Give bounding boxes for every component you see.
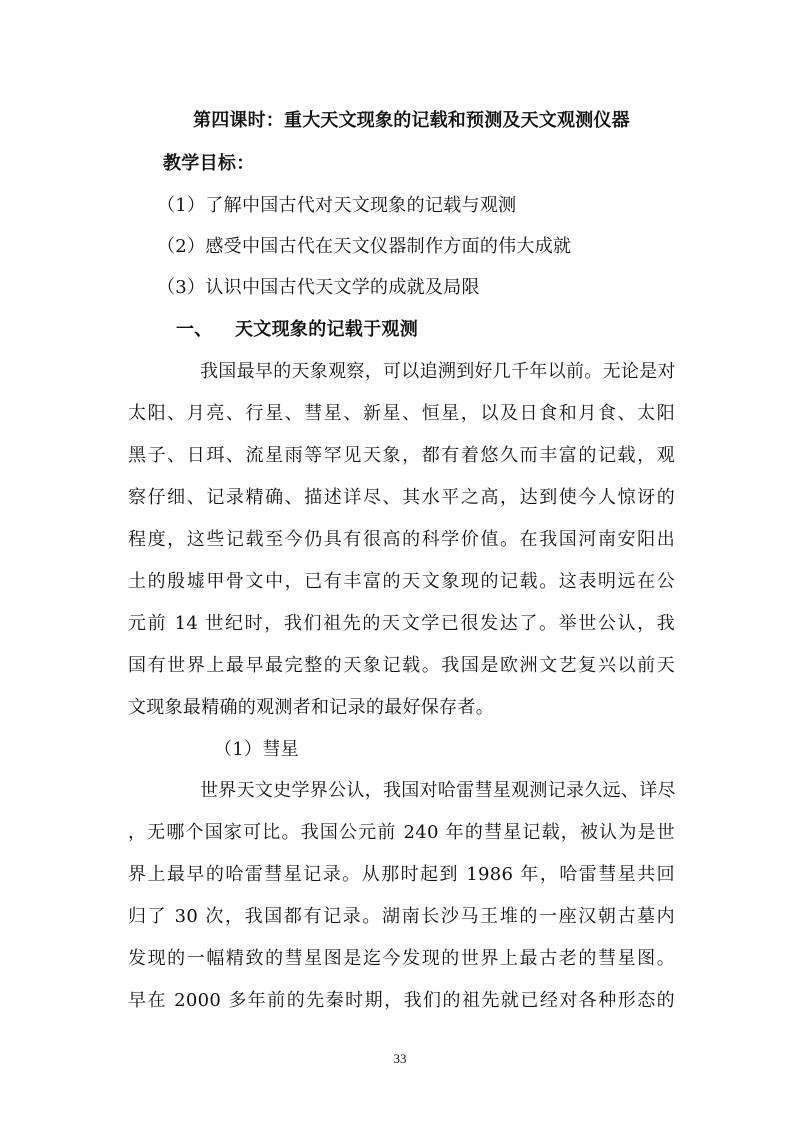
section-number: 一、 [176, 319, 213, 340]
paragraph-line: 文现象最精确的观测者和记录的最好保存者。 [128, 697, 494, 718]
paragraph-line: 黑子、日珥、流星雨等罕见天象，都有着悠久而丰富的记载，观 [128, 445, 675, 466]
objective-item: （3）认识中国古代天文学的成就及局限 [157, 277, 480, 298]
paragraph-line: 界上最早的哈雷彗星记录。从那时起到 1986 年，哈雷彗星共回 [128, 864, 675, 885]
objectives-heading: 教学目标： [163, 153, 255, 174]
paragraph-line: 世界天文史学界公认，我国对哈雷彗星观测记录久远、详尽 [200, 780, 676, 801]
objective-item: （2）感受中国古代在天文仪器制作方面的伟大成就 [157, 236, 572, 257]
paragraph-line: 早在 2000 多年前的先秦时期，我们的祖先就已经对各种形态的 [128, 990, 675, 1011]
subsection-heading: （1）彗星 [214, 739, 299, 760]
paragraph-line: 察仔细、记录精确、描述详尽、其水平之高，达到使今人惊讶的 [128, 487, 675, 508]
paragraph-line: 发现的一幅精致的彗星图是迄今发现的世界上最古老的彗星图。 [128, 948, 675, 969]
paragraph-line: ，无哪个国家可比。我国公元前 240 年的彗星记载，被认为是世 [128, 822, 675, 843]
section-heading: 天文现象的记载于观测 [235, 319, 418, 340]
page-number: 33 [393, 1051, 407, 1066]
objective-item: （1）了解中国古代对天文现象的记载与观测 [157, 195, 517, 216]
paragraph-line: 归了 30 次，我国都有记录。湖南长沙马王堆的一座汉朝古墓内 [128, 906, 675, 927]
paragraph-line: 国有世界上最早最完整的天象记载。我国是欧洲文艺复兴以前天 [128, 655, 675, 676]
page-title: 第四课时：重大天文现象的记载和预测及天文观测仪器 [193, 110, 630, 131]
paragraph-line: 我国最早的天象观察，可以追溯到好几千年以前。无论是对 [200, 361, 676, 382]
paragraph-line: 太阳、月亮、行星、彗星、新星、恒星，以及日食和月食、太阳 [128, 403, 675, 424]
paragraph-line: 程度，这些记载至今仍具有很高的科学价值。在我国河南安阳出 [128, 529, 675, 550]
paragraph-line: 元前 14 世纪时，我们祖先的天文学已很发达了。举世公认，我 [128, 613, 675, 634]
paragraph-line: 土的殷墟甲骨文中，已有丰富的天文象现的记载。这表明远在公 [128, 571, 675, 592]
